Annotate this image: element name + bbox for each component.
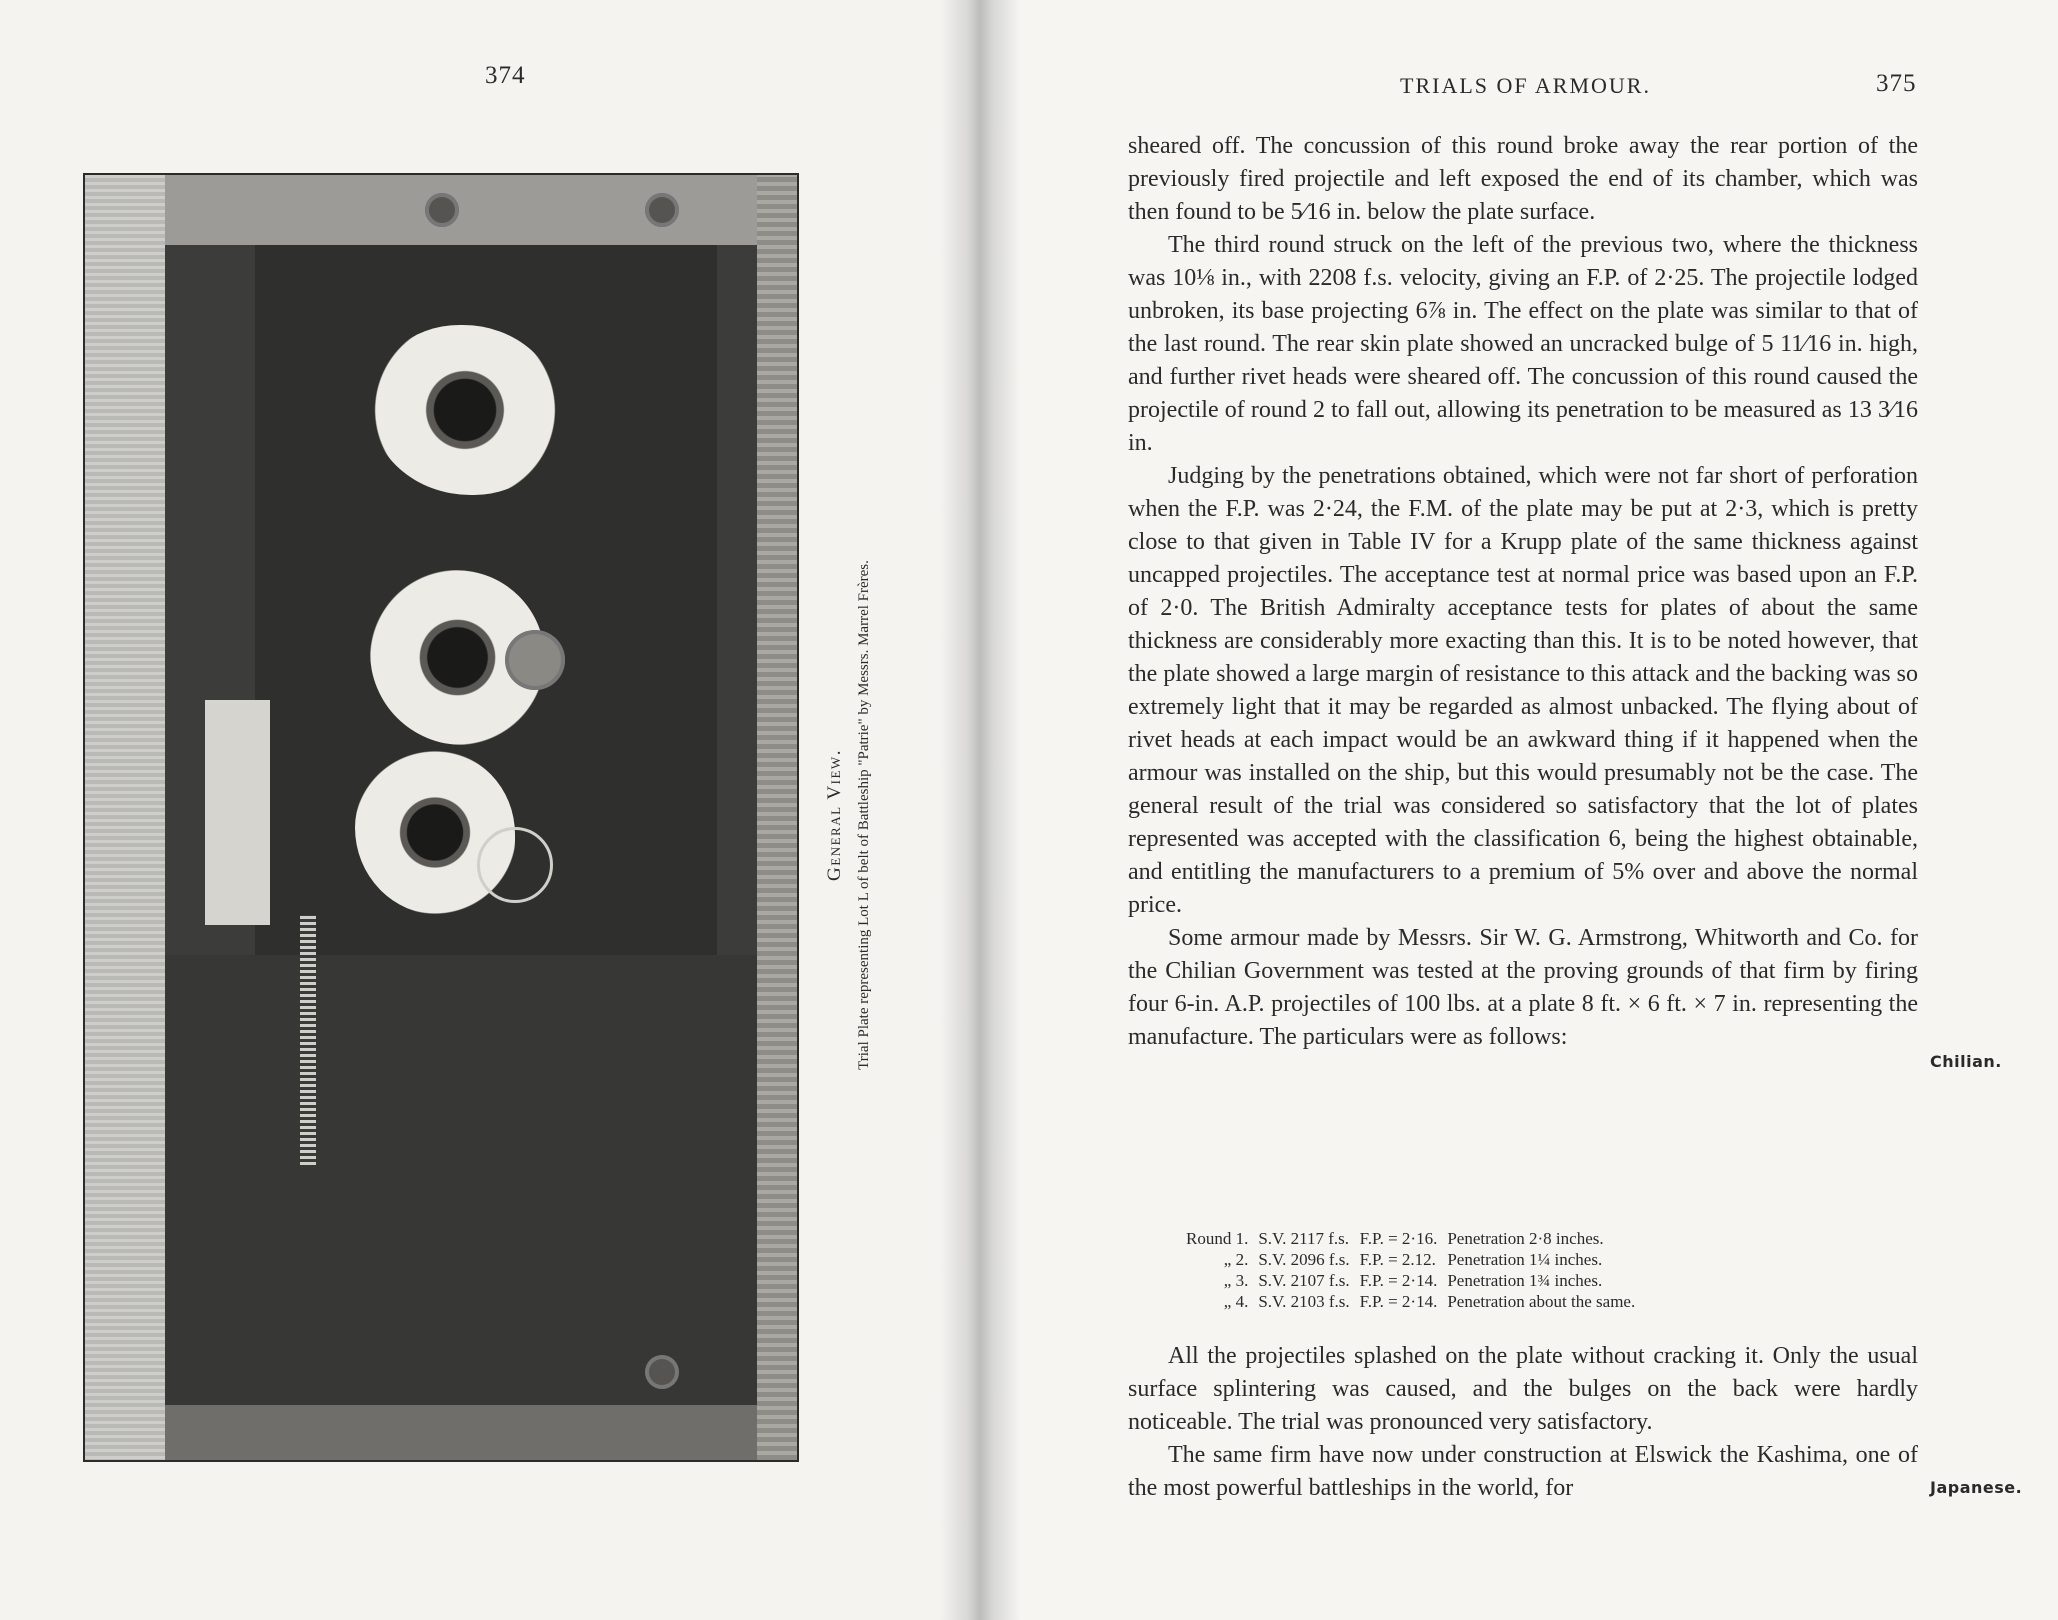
figure-of-perforation: F.P. = 2·16. [1359, 1229, 1438, 1248]
paragraph: Some armour made by Messrs. Sir W. G. Armstrong, Whitworth and Co. for the Chilian Government was tested at the proving grounds of that firm by firing four 6-in. A.P. projectiles of 100 lbs. at a plate 8 ft. × 6 ft. × 7 in. representing the manufacture. The particulars were as follows: [1128, 925, 1918, 1050]
figure-of-perforation: F.P. = 2.12. [1359, 1250, 1436, 1269]
armour-plate-lower [165, 955, 757, 1405]
frame-bolt [645, 1355, 679, 1389]
figure-of-perforation: F.P. = 2·14. [1359, 1292, 1438, 1311]
paragraph: sheared off. The concussion of this round broke away the rear portion of the previously fired projectile and left exposed the end of its chamber, which was then found to be 5⁄16 in. below the plate surface. [1128, 133, 1918, 225]
measuring-scale [300, 915, 316, 1165]
table-row [1186, 1270, 1645, 1291]
photo-ground [757, 175, 797, 1460]
caption-title: General View. [824, 749, 845, 881]
paragraph: The same firm have now under construction at Elswick the Kashima, one of the most powerful battleships in the world, for [1128, 1442, 1918, 1501]
round-label: „ 4. [1223, 1292, 1249, 1311]
paragraph: The third round struck on the left of the previous two, where the thickness was 10⅛ in., with 2208 f.s. velocity, giving an F.P. of 2·25. The projectile lodged unbroken, its base projecting 6⅞ in. The effect on the plate was similar to that of the last round. The rear skin plate showed an uncracked bulge of 5 11⁄16 in. high, and further rivet heads were sheared off. The concussion of this round caused the projectile of round 2 to fall out, allowing its penetration to be measured as 13 3⁄16 in. [1128, 232, 1918, 456]
photo-background-wall [85, 175, 165, 1460]
table-row [1186, 1228, 1645, 1249]
book-gutter [940, 0, 1020, 1620]
caption-subtitle: Trial Plate representing Lot L of belt of Battleship "Patrie" by Messrs. Marrel Frères. [856, 560, 872, 1070]
frame-bolt [425, 193, 459, 227]
lodged-projectile-base [505, 630, 565, 690]
striking-velocity: S.V. 2117 f.s. [1258, 1229, 1350, 1248]
penetration: Penetration about the same. [1447, 1292, 1636, 1311]
round-label: „ 3. [1223, 1271, 1249, 1290]
body-text-continued [1128, 1340, 1918, 1505]
striking-velocity: S.V. 2107 f.s. [1258, 1271, 1350, 1290]
running-head: TRIALS OF ARMOUR. [1400, 73, 1651, 98]
round-label: Round 1. [1186, 1229, 1249, 1248]
penetration: Penetration 1¾ inches. [1447, 1271, 1603, 1290]
left-page-number: 374 [485, 62, 526, 89]
penetration: Penetration 1¼ inches. [1447, 1250, 1603, 1269]
table-row [1186, 1291, 1645, 1312]
rounds-table [1186, 1228, 1645, 1312]
test-placard [205, 700, 270, 925]
right-page-number: 375 [1876, 70, 1917, 97]
striking-velocity: S.V. 2096 f.s. [1258, 1250, 1350, 1269]
armour-plate-photograph [85, 175, 797, 1460]
round-label: „ 2. [1223, 1250, 1249, 1269]
figure-of-perforation: F.P. = 2·14. [1359, 1271, 1438, 1290]
marked-ring [477, 827, 553, 903]
penetration: Penetration 2·8 inches. [1447, 1229, 1604, 1248]
table-row [1186, 1249, 1645, 1270]
paragraph: Judging by the penetrations obtained, which were not far short of perforation when the F.P. was 2·24, the F.M. of the plate may be put at 2·3, which is pretty close to that given in Table IV for a Krupp plate of the same thickness against uncapped projectiles. The acceptance test at normal price was based upon an F.P. of 2·0. The British Admiralty acceptance tests for plates of about the same thickness are considerably more exacting than this. It is to be noted however, that the plate showed a large margin of resistance to this attack and the backing was so extremely light that it may be regarded as almost unbacked. The flying about of rivet heads at each impact would be an awkward thing if it happened when the armour was installed on the ship, but this would presumably not be the case. The general result of the trial was considered so satisfactory that the lot of plates represented was accepted with the classification 6, being the highest obtainable, and entitling the manufacturers to a premium of 5% over and above the normal price. [1128, 463, 1918, 918]
photo-frame-bottom [165, 1405, 757, 1460]
frame-bolt [645, 193, 679, 227]
margin-note-chilian: Chilian. [1930, 1052, 2002, 1071]
paragraph: All the projectiles splashed on the plate without cracking it. Only the usual surface splintering was caused, and the bulges on the back were hardly noticeable. The trial was pronounced very satisfactory. [1128, 1343, 1918, 1435]
striking-velocity: S.V. 2103 f.s. [1258, 1292, 1350, 1311]
body-text [1128, 130, 1918, 1054]
margin-note-japanese: Japanese. [1930, 1478, 2023, 1497]
